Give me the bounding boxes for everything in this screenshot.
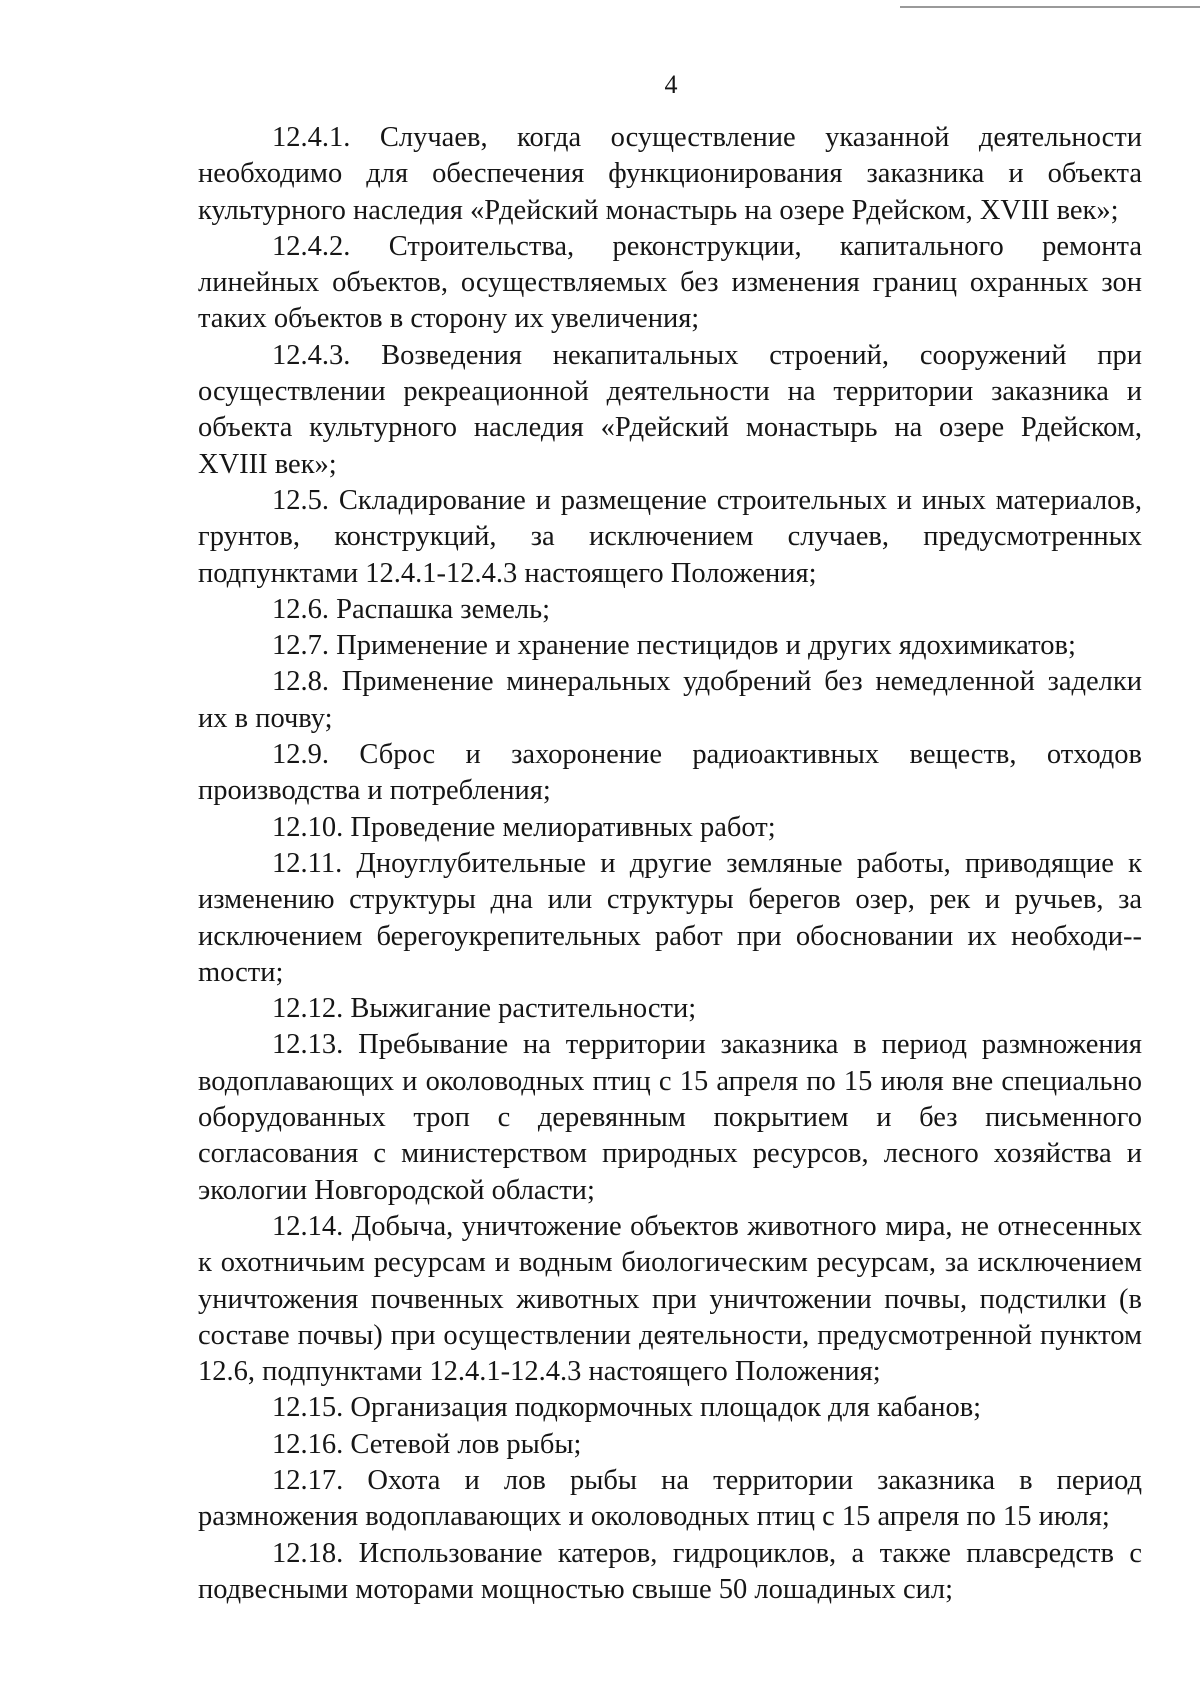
paragraph-12-16: 12.16. Сетевой лов рыбы;	[272, 1428, 582, 1460]
paragraph-12-15: 12.15. Организация подкормочных площадок для кабанов;	[272, 1392, 982, 1424]
paragraph-12-14: 12.14. Добыча, уничтожение объектов животного мира, не отнесенных к охотничьим ресурсам и водным биологическим ресурсам, за исключением уничтожения почвенных животных при уничтожении почвы, подстилки (в составе почвы) при осуществлении деятельности, предусмотренной пунктом 12.6, подпунктами 12.4.1-12.4.3 настоящего Положения;	[198, 1210, 1142, 1388]
scan-edge-line	[900, 6, 1200, 8]
paragraph-12-4-1: 12.4.1. Случаев, когда осуществление указанной деятельности необходимо для обеспечения функционирования заказника и объекта культурного наследия «Рдейский монастырь на озере Рдейском, XVIII век»;	[198, 122, 1142, 226]
paragraph-12-9: 12.9. Сброс и захоронение радиоактивных веществ, отходов производства и потребления;	[198, 739, 1142, 807]
paragraph-12-6: 12.6. Распашка земель;	[272, 593, 551, 625]
paragraph-12-10: 12.10. Проведение мелиоративных работ;	[272, 811, 776, 843]
page-number: 4	[664, 70, 678, 99]
paragraph-12-4-3: 12.4.3. Возведения некапитальных строений, сооружений при осуществлении рекреационной деятельности на территории заказника и объекта культурного наследия «Рдейский монастырь на озере Рдейском, XVIII век»;	[198, 339, 1142, 480]
paragraph-12-4-2: 12.4.2. Строительства, реконструкции, капитального ремонта линейных объектов, осуществляемых без изменения границ охранных зон таких объектов в сторону их увеличения;	[198, 230, 1142, 335]
paragraph-12-13: 12.13. Пребывание на территории заказника в период размножения водоплавающих и околоводных птиц с 15 апреля по 15 июля вне специально оборудованных троп с деревянным покрытием и без письменного согласования с министерством природных ресурсов, лесного хозяйства и экологии Новгородской области;	[198, 1029, 1142, 1206]
paragraph-12-11: 12.11. Дноуглубительные и другие земляные работы, приводящие к изменению структуры дна или структуры берегов озер, рек и ручьев, за исключением берегоукрепительных работ при обосновании их необходи-mости;	[198, 847, 1142, 988]
paragraph-12-17: 12.17. Охота и лов рыбы на территории заказника в период размножения водоплавающих и околоводных птиц с 15 апреля по 15 июля;	[198, 1464, 1142, 1533]
paragraph-12-8: 12.8. Применение минеральных удобрений без немедленной заделки их в почву;	[198, 666, 1142, 734]
paragraph-12-12: 12.12. Выжигание растительности;	[272, 993, 697, 1025]
document-body	[198, 120, 1142, 1608]
paragraph-12-18: 12.18. Использование катеров, гидроциклов, а также плавсредств с подвесными моторами мощностью свыше 50 лошадиных сил;	[198, 1537, 1142, 1605]
paragraph-12-7: 12.7. Применение и хранение пестицидов и других ядохимикатов;	[272, 630, 1076, 662]
paragraph-12-5: 12.5. Складирование и размещение строительных и иных материалов, грунтов, конструкций, за исключением случаев, предусмотренных подпунктами 12.4.1-12.4.3 настоящего Положения;	[198, 484, 1142, 589]
